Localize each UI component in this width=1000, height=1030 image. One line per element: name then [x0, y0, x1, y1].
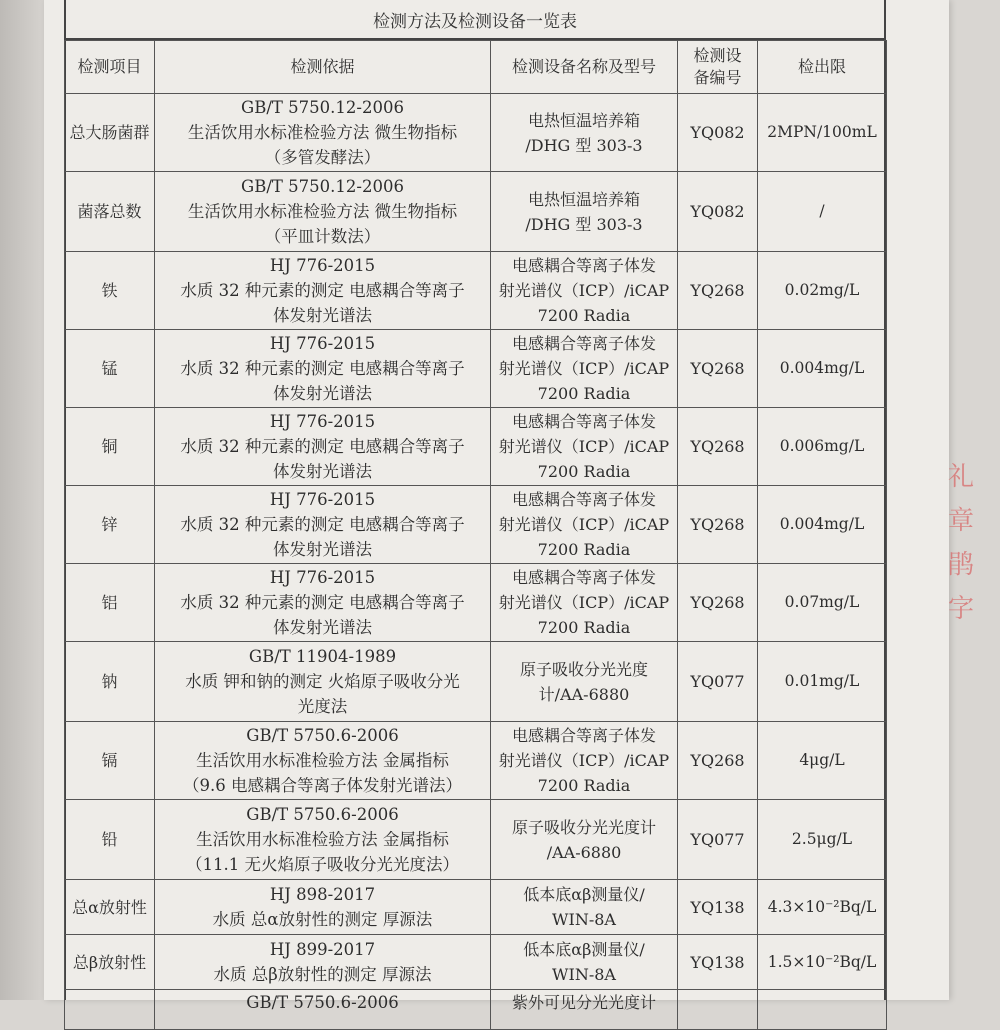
basis-line: HJ 776-2015: [269, 334, 376, 353]
equipment-line: 射光谱仪（ICP）/iCAP: [498, 359, 670, 378]
cell-basis: [155, 722, 491, 800]
equipment-line: 原子吸收分光光度计: [511, 817, 656, 837]
red-stamp-fragment: 礼 章 鹃 字: [948, 462, 975, 624]
table-row: [65, 486, 887, 564]
basis-line: 体发射光谱法: [273, 462, 372, 481]
cell-item: 铜: [65, 408, 155, 486]
cell-item: 铅: [65, 800, 155, 880]
cell-item: 总β放射性: [65, 935, 155, 990]
header-equipment: 检测设备名称及型号: [491, 41, 678, 94]
table-row: [65, 935, 887, 990]
cell-limit: 4μg/L: [758, 722, 887, 800]
equipment-line: 7200 Radia: [537, 462, 631, 481]
header-basis: 检测依据: [155, 41, 491, 94]
cell-item: 总大肠菌群: [65, 94, 155, 172]
equipment-line: 电感耦合等离子体发: [511, 490, 656, 509]
cell-limit: 2MPN/100mL: [758, 94, 887, 172]
cell-basis: [155, 252, 491, 330]
cell-equipment: [491, 800, 678, 880]
basis-line: （9.6 电感耦合等离子体发射光谱法）: [183, 776, 462, 795]
page-title: 检测方法及检测设备一览表: [64, 6, 886, 40]
table-row: [65, 330, 887, 408]
equipment-line: 7200 Radia: [537, 540, 631, 559]
equipment-line: 电感耦合等离子体发: [511, 568, 656, 587]
table-row: [65, 94, 887, 172]
cell-limit: [758, 990, 887, 1030]
equipment-line: 电感耦合等离子体发: [511, 412, 656, 431]
basis-line: GB/T 5750.6-2006: [246, 805, 399, 824]
header-item: 检测项目: [65, 41, 155, 94]
equipment-line: 低本底αβ测量仪/: [523, 940, 645, 959]
basis-line: 生活饮用水标准检验方法 微生物指标: [187, 202, 458, 221]
cell-equipment-no: YQ077: [678, 642, 758, 722]
table-row: [65, 990, 887, 1030]
basis-line: GB/T 5750.12-2006: [241, 98, 404, 117]
cell-equipment-no: YQ268: [678, 252, 758, 330]
equipment-line: 射光谱仪（ICP）/iCAP: [498, 515, 670, 534]
equipment-line: 射光谱仪（ICP）/iCAP: [498, 593, 670, 612]
basis-line: （平皿计数法）: [264, 227, 381, 246]
cell-equipment: [491, 486, 678, 564]
cell-equipment: [491, 722, 678, 800]
cell-basis: [155, 564, 491, 642]
basis-line: HJ 776-2015: [269, 412, 376, 431]
equipment-line: WIN-8A: [552, 910, 616, 929]
cell-item: 镉: [65, 722, 155, 800]
cell-equipment-no: YQ138: [678, 880, 758, 935]
cell-equipment: [491, 172, 678, 252]
equipment-line: /DHG 型 303-3: [525, 135, 643, 155]
basis-line: 水质 32 种元素的测定 电感耦合等离子: [180, 515, 465, 534]
cell-basis: [155, 880, 491, 935]
basis-line: 水质 钾和钠的测定 火焰原子吸收分光: [185, 672, 460, 691]
table-row: [65, 172, 887, 252]
basis-line: GB/T 11904-1989: [248, 647, 397, 666]
cell-basis: [155, 935, 491, 990]
cell-equipment: [491, 330, 678, 408]
equipment-line: 7200 Radia: [537, 306, 631, 325]
cell-limit: 4.3×10⁻²Bq/L: [758, 880, 887, 935]
equipment-line: 电感耦合等离子体发: [511, 334, 656, 353]
cell-basis: [155, 172, 491, 252]
basis-line: 生活饮用水标准检验方法 金属指标: [196, 751, 449, 770]
cell-equipment-no: YQ082: [678, 172, 758, 252]
basis-line: 水质 32 种元素的测定 电感耦合等离子: [180, 437, 465, 456]
basis-line: （多管发酵法）: [264, 148, 381, 167]
cell-basis: [155, 330, 491, 408]
cell-basis: [155, 486, 491, 564]
equipment-line: 电热恒温培养箱: [527, 189, 640, 209]
equipment-line: 电热恒温培养箱: [527, 110, 640, 130]
equipment-line: 原子吸收分光光度: [519, 659, 648, 679]
equipment-line: 7200 Radia: [537, 384, 631, 403]
basis-line: GB/T 5750.6-2006: [246, 726, 399, 745]
cell-limit: 2.5μg/L: [758, 800, 887, 880]
equipment-line: /AA-6880: [546, 842, 622, 862]
cell-equipment-no: YQ268: [678, 330, 758, 408]
cell-item: 锌: [65, 486, 155, 564]
equipment-line: 射光谱仪（ICP）/iCAP: [498, 281, 670, 300]
cell-item: 锰: [65, 330, 155, 408]
cell-equipment-no: YQ082: [678, 94, 758, 172]
cell-equipment: [491, 94, 678, 172]
cell-item: 钠: [65, 642, 155, 722]
basis-line: HJ 899-2017: [269, 940, 376, 959]
cell-equipment-no: YQ268: [678, 408, 758, 486]
cell-basis: [155, 408, 491, 486]
cell-limit: 0.004mg/L: [758, 330, 887, 408]
cell-equipment: [491, 252, 678, 330]
cell-equipment-no: YQ268: [678, 486, 758, 564]
cell-item: 菌落总数: [65, 172, 155, 252]
cell-basis: [155, 642, 491, 722]
equipment-line: 电感耦合等离子体发: [511, 726, 656, 745]
cell-equipment-no: YQ268: [678, 564, 758, 642]
basis-line: GB/T 5750.6-2006: [246, 993, 399, 1012]
basis-line: 体发射光谱法: [273, 540, 372, 559]
equipment-line: 紫外可见分光光度计: [511, 993, 656, 1012]
basis-line: HJ 776-2015: [269, 490, 376, 509]
table-body: [65, 94, 887, 1030]
basis-line: HJ 776-2015: [269, 256, 376, 275]
table-row: [65, 252, 887, 330]
equipment-line: WIN-8A: [552, 965, 616, 984]
cell-basis: [155, 94, 491, 172]
cell-equipment-no: YQ077: [678, 800, 758, 880]
cell-limit: /: [758, 172, 887, 252]
basis-line: 水质 32 种元素的测定 电感耦合等离子: [180, 359, 465, 378]
cell-equipment-no: [678, 990, 758, 1030]
cell-basis: [155, 800, 491, 880]
cell-basis: [155, 990, 491, 1030]
basis-line: HJ 776-2015: [269, 568, 376, 587]
table-row: [65, 722, 887, 800]
cell-equipment: [491, 408, 678, 486]
header-equipment-no-line2: 备编号: [693, 68, 742, 87]
table-header-row: [65, 41, 887, 94]
equipment-line: 低本底αβ测量仪/: [523, 885, 645, 904]
cell-item: 铁: [65, 252, 155, 330]
basis-line: 生活饮用水标准检验方法 微生物指标: [187, 123, 458, 142]
basis-line: （11.1 无火焰原子吸收分光光度法）: [186, 855, 459, 874]
cell-item: 铝: [65, 564, 155, 642]
basis-line: 体发射光谱法: [273, 306, 372, 325]
cell-equipment-no: YQ268: [678, 722, 758, 800]
equipment-line: 7200 Radia: [537, 618, 631, 637]
cell-limit: 0.02mg/L: [758, 252, 887, 330]
header-equipment-no-line1: 检测设: [693, 46, 742, 65]
cell-item: [65, 990, 155, 1030]
basis-line: 水质 总β放射性的测定 厚源法: [213, 965, 432, 984]
cell-equipment: [491, 880, 678, 935]
method-equipment-table: [64, 40, 887, 1030]
cell-limit: 0.004mg/L: [758, 486, 887, 564]
cell-equipment: [491, 935, 678, 990]
cell-equipment: [491, 990, 678, 1030]
cell-equipment: [491, 642, 678, 722]
basis-line: HJ 898-2017: [269, 885, 376, 904]
basis-line: GB/T 5750.12-2006: [241, 177, 404, 196]
cell-equipment: [491, 564, 678, 642]
table-row: [65, 880, 887, 935]
header-equipment-no: [678, 41, 758, 94]
basis-line: 生活饮用水标准检验方法 金属指标: [196, 830, 449, 849]
table-row: [65, 800, 887, 880]
equipment-line: /DHG 型 303-3: [525, 214, 643, 234]
book-binding: [0, 0, 44, 1000]
equipment-line: 计/AA-6880: [538, 684, 630, 704]
equipment-line: 射光谱仪（ICP）/iCAP: [498, 751, 670, 770]
cell-equipment-no: YQ138: [678, 935, 758, 990]
basis-line: 光度法: [297, 697, 348, 716]
cell-limit: 0.07mg/L: [758, 564, 887, 642]
basis-line: 水质 32 种元素的测定 电感耦合等离子: [180, 593, 465, 612]
table-row: [65, 642, 887, 722]
cell-limit: 0.006mg/L: [758, 408, 887, 486]
cell-limit: 0.01mg/L: [758, 642, 887, 722]
header-limit: 检出限: [758, 41, 887, 94]
basis-line: 体发射光谱法: [273, 618, 372, 637]
table-row: [65, 564, 887, 642]
equipment-line: 射光谱仪（ICP）/iCAP: [498, 437, 670, 456]
basis-line: 体发射光谱法: [273, 384, 372, 403]
cell-item: 总α放射性: [65, 880, 155, 935]
basis-line: 水质 总α放射性的测定 厚源法: [212, 910, 433, 929]
basis-line: 水质 32 种元素的测定 电感耦合等离子: [180, 281, 465, 300]
cell-limit: 1.5×10⁻²Bq/L: [758, 935, 887, 990]
equipment-line: 电感耦合等离子体发: [511, 256, 656, 275]
equipment-line: 7200 Radia: [537, 776, 631, 795]
table-row: [65, 408, 887, 486]
